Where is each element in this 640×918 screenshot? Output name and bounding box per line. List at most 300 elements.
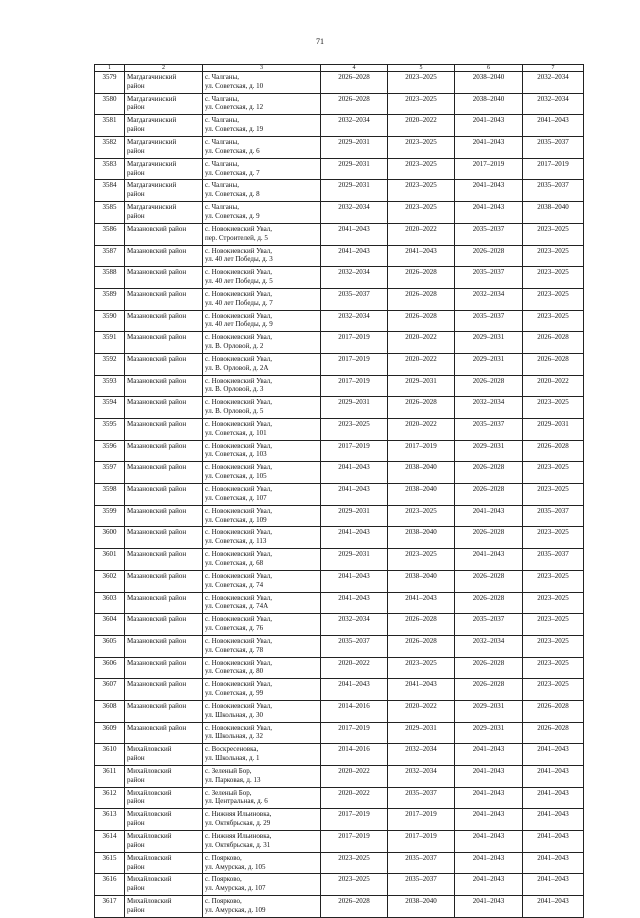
address-line: ул. Амурская, д. 107 <box>205 884 266 893</box>
period-col-5: 2020–2022 <box>388 332 455 354</box>
period-col-5: 2026–2028 <box>388 614 455 636</box>
address-line: ул. 40 лет Победы, д. 3 <box>205 255 273 264</box>
table-row <box>95 440 584 462</box>
period-col-4: 2032–2034 <box>321 614 388 636</box>
period-col-6: 2041–2043 <box>455 180 523 202</box>
district-cell <box>125 700 203 722</box>
registry-body <box>95 72 584 918</box>
district-cell <box>125 397 203 419</box>
row-number: 3597 <box>95 462 125 484</box>
district-cell <box>125 245 203 267</box>
period-col-4: 2032–2034 <box>321 267 388 289</box>
address-line: ул. В. Орловой, д. 2 <box>205 342 264 351</box>
period-col-6: 2032–2034 <box>455 397 523 419</box>
row-number: 3585 <box>95 202 125 224</box>
period-col-5: 2032–2034 <box>388 744 455 766</box>
district-line: Магдагачинский <box>127 116 177 125</box>
address-cell <box>203 852 321 874</box>
district-line: Михайловский <box>127 745 172 754</box>
period-col-4: 2041–2043 <box>321 679 388 701</box>
period-col-6: 2041–2043 <box>455 852 523 874</box>
address-line: с. Нижняя Ильиновка, <box>205 810 272 819</box>
period-col-4: 2023–2025 <box>321 419 388 441</box>
period-col-7: 2023–2025 <box>523 462 584 484</box>
address-line: с. Новокиевский Увал, <box>205 224 272 233</box>
period-col-7: 2041–2043 <box>523 744 584 766</box>
period-col-7: 2041–2043 <box>523 831 584 853</box>
address-line: ул. Парковая, д. 13 <box>205 775 261 784</box>
table-row <box>95 158 584 180</box>
address-cell <box>203 440 321 462</box>
address-line: с. Новокиевский Увал, <box>205 289 272 298</box>
table-row <box>95 505 584 527</box>
period-col-6: 2029–2031 <box>455 700 523 722</box>
district-cell <box>125 115 203 137</box>
district-cell <box>125 288 203 310</box>
table-row <box>95 245 584 267</box>
column-header-5: 5 <box>388 65 455 72</box>
period-col-6: 2017–2019 <box>455 158 523 180</box>
period-col-4: 2041–2043 <box>321 245 388 267</box>
row-number: 3598 <box>95 484 125 506</box>
row-number: 3596 <box>95 440 125 462</box>
period-col-5: 2023–2025 <box>388 202 455 224</box>
period-col-4: 2017–2019 <box>321 353 388 375</box>
district-cell <box>125 440 203 462</box>
address-cell <box>203 809 321 831</box>
period-col-7: 2038–2040 <box>523 202 584 224</box>
district-cell <box>125 419 203 441</box>
address-cell <box>203 397 321 419</box>
table-row <box>95 202 584 224</box>
address-line: ул. В. Орловой, д. 5 <box>205 407 264 416</box>
period-col-4: 2020–2022 <box>321 787 388 809</box>
district-cell <box>125 158 203 180</box>
row-number: 3592 <box>95 353 125 375</box>
district-cell <box>125 180 203 202</box>
row-number: 3613 <box>95 809 125 831</box>
period-col-5: 2023–2025 <box>388 180 455 202</box>
row-number: 3605 <box>95 635 125 657</box>
table-row <box>95 353 584 375</box>
period-col-4: 2035–2037 <box>321 288 388 310</box>
address-cell <box>203 766 321 788</box>
period-col-7: 2023–2025 <box>523 310 584 332</box>
table-row <box>95 310 584 332</box>
row-number: 3582 <box>95 137 125 159</box>
period-col-4: 2014–2016 <box>321 744 388 766</box>
table-row <box>95 679 584 701</box>
row-number: 3590 <box>95 310 125 332</box>
period-col-5: 2041–2043 <box>388 679 455 701</box>
table-row <box>95 722 584 744</box>
address-cell <box>203 115 321 137</box>
period-col-7: 2023–2025 <box>523 657 584 679</box>
district-line: район <box>127 103 145 112</box>
period-col-5: 2023–2025 <box>388 72 455 94</box>
period-col-4: 2020–2022 <box>321 766 388 788</box>
row-number: 3600 <box>95 527 125 549</box>
district-cell <box>125 896 203 918</box>
address-cell <box>203 462 321 484</box>
housing-registry-table <box>94 64 584 918</box>
address-line: с. Чалганы, <box>205 159 239 168</box>
address-cell <box>203 158 321 180</box>
address-line: ул. Октябрьская, д. 31 <box>205 840 271 849</box>
district-line: Мазановский район <box>127 723 187 732</box>
page-number: 71 <box>316 37 324 46</box>
row-number: 3601 <box>95 549 125 571</box>
period-col-6: 2029–2031 <box>455 332 523 354</box>
address-line: с. Новокиевский Увал, <box>205 246 272 255</box>
period-col-6: 2026–2028 <box>455 527 523 549</box>
address-cell <box>203 375 321 397</box>
period-col-5: 2017–2019 <box>388 809 455 831</box>
district-line: Мазановский район <box>127 224 187 233</box>
period-col-7: 2026–2028 <box>523 332 584 354</box>
period-col-5: 2038–2040 <box>388 462 455 484</box>
table-row <box>95 831 584 853</box>
row-number: 3584 <box>95 180 125 202</box>
address-line: ул. Амурская, д. 105 <box>205 862 266 871</box>
period-col-4: 2029–2031 <box>321 397 388 419</box>
period-col-5: 2020–2022 <box>388 223 455 245</box>
period-col-6: 2041–2043 <box>455 766 523 788</box>
district-line: Мазановский район <box>127 441 187 450</box>
district-cell <box>125 787 203 809</box>
address-line: с. Зеленый Бор, <box>205 788 252 797</box>
column-header-6: 6 <box>455 65 523 72</box>
address-line: с. Новокиевский Увал, <box>205 506 272 515</box>
district-cell <box>125 310 203 332</box>
address-line: ул. Советская, д. 113 <box>205 537 267 546</box>
period-col-6: 2026–2028 <box>455 657 523 679</box>
period-col-5: 2029–2031 <box>388 722 455 744</box>
period-col-5: 2023–2025 <box>388 549 455 571</box>
district-line: Мазановский район <box>127 398 187 407</box>
row-number: 3616 <box>95 874 125 896</box>
district-cell <box>125 614 203 636</box>
address-line: с. Новокиевский Увал, <box>205 268 272 277</box>
address-cell <box>203 657 321 679</box>
district-cell <box>125 744 203 766</box>
period-col-4: 2029–2031 <box>321 180 388 202</box>
period-col-4: 2029–2031 <box>321 549 388 571</box>
period-col-4: 2029–2031 <box>321 505 388 527</box>
district-cell <box>125 353 203 375</box>
table-row <box>95 809 584 831</box>
period-col-4: 2026–2028 <box>321 896 388 918</box>
period-col-5: 2020–2022 <box>388 353 455 375</box>
address-cell <box>203 245 321 267</box>
address-line: ул. Советская, д. 9 <box>205 211 260 220</box>
table-row <box>95 137 584 159</box>
address-line: с. Чалганы, <box>205 181 239 190</box>
address-line: с. Новокиевский Увал, <box>205 658 272 667</box>
district-cell <box>125 809 203 831</box>
period-col-6: 2032–2034 <box>455 288 523 310</box>
address-cell <box>203 353 321 375</box>
address-line: ул. Советская, д. 105 <box>205 472 267 481</box>
period-col-6: 2035–2037 <box>455 267 523 289</box>
period-col-7: 2023–2025 <box>523 570 584 592</box>
table-row <box>95 527 584 549</box>
period-col-7: 2023–2025 <box>523 223 584 245</box>
district-line: район <box>127 905 145 914</box>
table-row <box>95 896 584 918</box>
period-col-4: 2017–2019 <box>321 440 388 462</box>
address-line: ул. Советская, д. 76 <box>205 623 264 632</box>
district-line: Михайловский <box>127 897 172 906</box>
table-row <box>95 93 584 115</box>
period-col-7: 2032–2034 <box>523 72 584 94</box>
period-col-5: 2038–2040 <box>388 527 455 549</box>
row-number: 3617 <box>95 896 125 918</box>
address-line: с. Чалганы, <box>205 73 239 81</box>
district-cell <box>125 527 203 549</box>
period-col-7: 2023–2025 <box>523 527 584 549</box>
address-cell <box>203 700 321 722</box>
row-number: 3580 <box>95 93 125 115</box>
period-col-6: 2041–2043 <box>455 505 523 527</box>
period-col-6: 2035–2037 <box>455 419 523 441</box>
period-col-7: 2023–2025 <box>523 267 584 289</box>
table-row <box>95 115 584 137</box>
table-row <box>95 72 584 94</box>
row-number: 3599 <box>95 505 125 527</box>
district-line: Мазановский район <box>127 246 187 255</box>
row-number: 3581 <box>95 115 125 137</box>
district-cell <box>125 657 203 679</box>
period-col-6: 2026–2028 <box>455 592 523 614</box>
district-cell <box>125 462 203 484</box>
column-header-2: 2 <box>125 65 203 72</box>
address-cell <box>203 202 321 224</box>
row-number: 3608 <box>95 700 125 722</box>
period-col-5: 2032–2034 <box>388 766 455 788</box>
period-col-4: 2032–2034 <box>321 115 388 137</box>
period-col-4: 2041–2043 <box>321 223 388 245</box>
address-cell <box>203 874 321 896</box>
district-cell <box>125 223 203 245</box>
address-line: ул. Советская, д. 74 <box>205 580 264 589</box>
row-number: 3606 <box>95 657 125 679</box>
district-line: Мазановский район <box>127 636 187 645</box>
district-cell <box>125 874 203 896</box>
address-line: ул. Советская, д. 101 <box>205 428 267 437</box>
district-line: Магдагачинский <box>127 203 177 212</box>
period-col-6: 2035–2037 <box>455 223 523 245</box>
address-line: с. Новокиевский Увал, <box>205 593 272 602</box>
district-cell <box>125 549 203 571</box>
period-col-6: 2041–2043 <box>455 831 523 853</box>
district-line: Мазановский район <box>127 528 187 537</box>
row-number: 3589 <box>95 288 125 310</box>
address-line: ул. Советская, д. 74А <box>205 602 269 611</box>
district-line: Мазановский район <box>127 354 187 363</box>
table-row <box>95 419 584 441</box>
table-row <box>95 700 584 722</box>
table-row <box>95 635 584 657</box>
district-line: Магдагачинский <box>127 138 177 147</box>
period-col-4: 2020–2022 <box>321 657 388 679</box>
address-cell <box>203 332 321 354</box>
period-col-4: 2032–2034 <box>321 202 388 224</box>
district-cell <box>125 722 203 744</box>
address-cell <box>203 223 321 245</box>
address-line: с. Новокиевский Увал, <box>205 420 272 428</box>
column-header-1: 1 <box>95 65 125 72</box>
address-line: ул. Школьная, д. 32 <box>205 732 264 741</box>
period-col-4: 2023–2025 <box>321 874 388 896</box>
address-cell <box>203 419 321 441</box>
period-col-6: 2041–2043 <box>455 744 523 766</box>
address-line: ул. Советская, д. 80 <box>205 667 264 676</box>
period-col-7: 2035–2037 <box>523 180 584 202</box>
address-cell <box>203 570 321 592</box>
period-col-5: 2038–2040 <box>388 570 455 592</box>
period-col-4: 2041–2043 <box>321 570 388 592</box>
period-col-5: 2026–2028 <box>388 635 455 657</box>
table-row <box>95 614 584 636</box>
district-line: район <box>127 797 145 806</box>
district-cell <box>125 679 203 701</box>
period-col-6: 2041–2043 <box>455 549 523 571</box>
address-line: с. Новокиевский Увал, <box>205 680 272 689</box>
address-line: ул. Амурская, д. 109 <box>205 905 266 914</box>
period-col-4: 2029–2031 <box>321 158 388 180</box>
district-cell <box>125 267 203 289</box>
table-row <box>95 375 584 397</box>
period-col-4: 2029–2031 <box>321 137 388 159</box>
period-col-6: 2035–2037 <box>455 614 523 636</box>
district-line: район <box>127 862 145 871</box>
row-number: 3611 <box>95 766 125 788</box>
address-cell <box>203 592 321 614</box>
address-line: с. Новокиевский Увал, <box>205 528 272 537</box>
district-line: Мазановский район <box>127 333 187 342</box>
period-col-6: 2041–2043 <box>455 115 523 137</box>
row-number: 3603 <box>95 592 125 614</box>
period-col-4: 2023–2025 <box>321 852 388 874</box>
period-col-6: 2026–2028 <box>455 570 523 592</box>
period-col-7: 2017–2019 <box>523 158 584 180</box>
district-line: Мазановский район <box>127 289 187 298</box>
address-line: с. Чалганы, <box>205 94 239 103</box>
address-line: с. Новокиевский Увал, <box>205 723 272 732</box>
address-line: с. Чалганы, <box>205 116 239 125</box>
row-number: 3586 <box>95 223 125 245</box>
period-col-6: 2026–2028 <box>455 245 523 267</box>
period-col-5: 2020–2022 <box>388 700 455 722</box>
period-col-7: 2023–2025 <box>523 679 584 701</box>
period-col-6: 2032–2034 <box>455 635 523 657</box>
district-line: район <box>127 81 145 90</box>
address-line: ул. Советская, д. 7 <box>205 168 260 177</box>
row-number: 3610 <box>95 744 125 766</box>
row-number: 3591 <box>95 332 125 354</box>
district-line: Мазановский район <box>127 420 187 428</box>
address-cell <box>203 72 321 94</box>
district-line: Михайловский <box>127 788 172 797</box>
address-cell <box>203 137 321 159</box>
period-col-4: 2041–2043 <box>321 484 388 506</box>
row-number: 3602 <box>95 570 125 592</box>
address-line: ул. Советская, д. 107 <box>205 493 267 502</box>
address-line: с. Чалганы, <box>205 138 239 147</box>
table-row <box>95 267 584 289</box>
address-line: с. Поярково, <box>205 897 242 906</box>
row-number: 3594 <box>95 397 125 419</box>
period-col-5: 2038–2040 <box>388 484 455 506</box>
period-col-5: 2041–2043 <box>388 592 455 614</box>
address-line: пер. Строителей, д. 5 <box>205 233 268 242</box>
row-number: 3615 <box>95 852 125 874</box>
period-col-4: 2032–2034 <box>321 310 388 332</box>
period-col-7: 2041–2043 <box>523 115 584 137</box>
period-col-6: 2026–2028 <box>455 484 523 506</box>
table-row <box>95 397 584 419</box>
table-row <box>95 180 584 202</box>
district-line: Мазановский район <box>127 506 187 515</box>
address-cell <box>203 180 321 202</box>
table-row <box>95 852 584 874</box>
period-col-4: 2017–2019 <box>321 375 388 397</box>
address-line: с. Новокиевский Увал, <box>205 333 272 342</box>
period-col-5: 2038–2040 <box>388 896 455 918</box>
address-line: с. Новокиевский Увал, <box>205 376 272 385</box>
period-col-5: 2023–2025 <box>388 93 455 115</box>
period-col-7: 2029–2031 <box>523 419 584 441</box>
district-cell <box>125 72 203 94</box>
row-number: 3604 <box>95 614 125 636</box>
table-row <box>95 223 584 245</box>
period-col-7: 2023–2025 <box>523 484 584 506</box>
district-cell <box>125 332 203 354</box>
address-cell <box>203 549 321 571</box>
period-col-5: 2017–2019 <box>388 831 455 853</box>
period-col-6: 2035–2037 <box>455 310 523 332</box>
address-cell <box>203 722 321 744</box>
district-line: Мазановский район <box>127 658 187 667</box>
period-col-6: 2029–2031 <box>455 353 523 375</box>
address-line: с. Новокиевский Увал, <box>205 485 272 494</box>
period-col-7: 2023–2025 <box>523 397 584 419</box>
district-line: Мазановский район <box>127 593 187 602</box>
period-col-7: 2041–2043 <box>523 809 584 831</box>
district-line: Мазановский район <box>127 311 187 320</box>
period-col-7: 2035–2037 <box>523 137 584 159</box>
period-col-7: 2023–2025 <box>523 288 584 310</box>
period-col-6: 2038–2040 <box>455 93 523 115</box>
district-cell <box>125 592 203 614</box>
period-col-6: 2029–2031 <box>455 440 523 462</box>
period-col-7: 2035–2037 <box>523 549 584 571</box>
address-line: с. Новокиевский Увал, <box>205 571 272 580</box>
period-col-5: 2035–2037 <box>388 874 455 896</box>
address-cell <box>203 679 321 701</box>
row-number: 3614 <box>95 831 125 853</box>
address-line: ул. Советская, д. 68 <box>205 558 264 567</box>
period-col-5: 2026–2028 <box>388 267 455 289</box>
address-line: ул. Советская, д. 99 <box>205 689 264 698</box>
address-cell <box>203 744 321 766</box>
district-line: район <box>127 884 145 893</box>
address-line: ул. Советская, д. 109 <box>205 515 267 524</box>
period-col-7: 2041–2043 <box>523 766 584 788</box>
address-line: ул. Октябрьская, д. 29 <box>205 819 271 828</box>
row-number: 3593 <box>95 375 125 397</box>
